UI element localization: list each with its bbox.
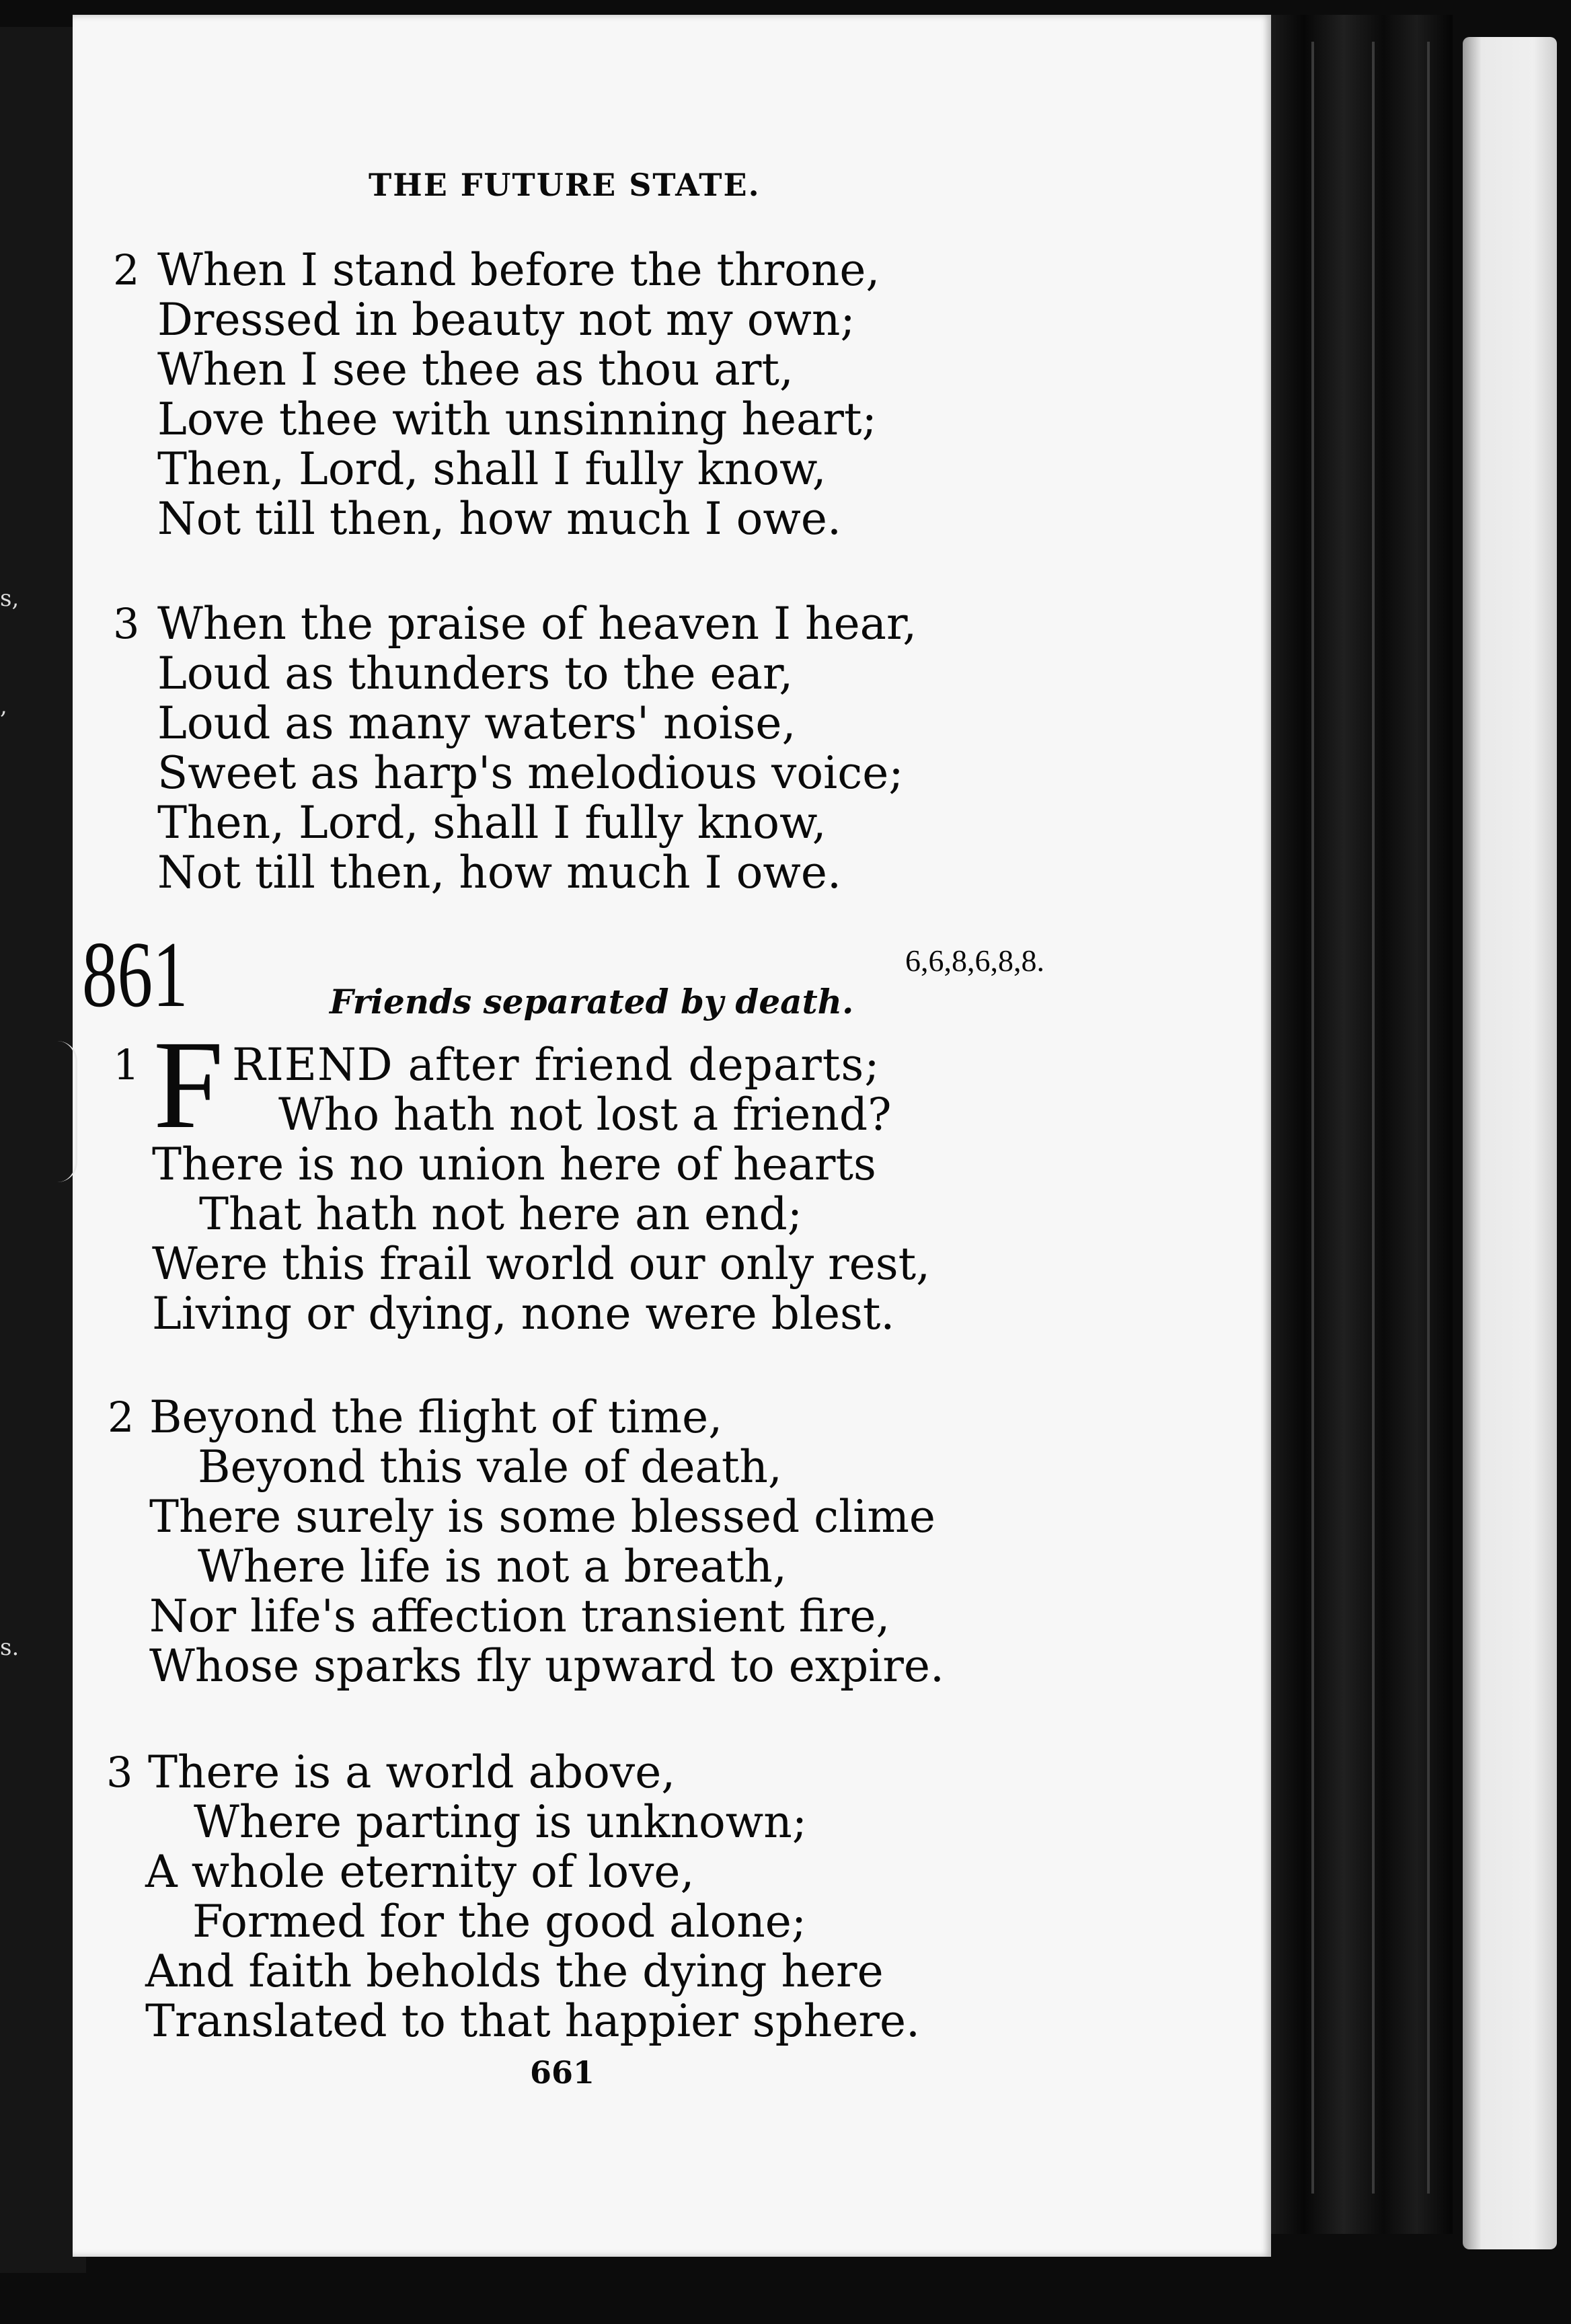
verse-number: 1 xyxy=(113,1040,140,1089)
hymn-title: Friends separated by death. xyxy=(330,982,854,1021)
verse-line: Dressed in beauty not my own; xyxy=(157,294,855,346)
verse-line: Loud as thunders to the ear, xyxy=(157,648,794,699)
verse-line: Whose sparks fly upward to expire. xyxy=(149,1640,944,1692)
margin-fragment: s, xyxy=(0,585,20,612)
verse-number: 2 xyxy=(113,245,140,295)
verse-line: A whole eternity of love, xyxy=(145,1846,695,1898)
verse-line: Loud as many waters' noise, xyxy=(157,697,796,749)
verse-line: And faith beholds the dying here xyxy=(145,1945,884,1997)
verse-line: Translated to that happier sphere. xyxy=(145,1995,921,2047)
verse-line: Not till then, how much I owe. xyxy=(157,847,841,898)
page-number: 661 xyxy=(530,2054,595,2091)
verse-line: Then, Lord, shall I fully know, xyxy=(157,797,827,849)
verse-line: Were this frail world our only rest, xyxy=(152,1238,931,1290)
verse-line: Where parting is unknown; xyxy=(194,1796,807,1848)
running-head: THE FUTURE STATE. xyxy=(369,167,761,203)
margin-fragment: , xyxy=(0,693,7,720)
verse-line: That hath not here an end; xyxy=(199,1188,803,1240)
verse-line: Formed for the good alone; xyxy=(192,1896,807,1947)
verse-line: Beyond the flight of time, xyxy=(149,1391,723,1443)
verse-line: Then, Lord, shall I fully know, xyxy=(157,443,827,495)
verse-line: There is no union here of hearts xyxy=(152,1138,876,1190)
verse-number: 3 xyxy=(106,1748,133,1797)
verse-line: There surely is some blessed clime xyxy=(149,1491,935,1543)
verse-line: There is a world above, xyxy=(148,1746,676,1798)
drop-cap: F xyxy=(153,1014,224,1155)
verse-number: 2 xyxy=(108,1393,135,1442)
verse-line: Beyond this vale of death, xyxy=(198,1441,782,1493)
bracket-mark xyxy=(48,1041,77,1182)
verse-line: Living or dying, none were blest. xyxy=(152,1288,895,1340)
facing-page-edge xyxy=(1463,37,1557,2249)
verse-line: Nor life's affection transient fire, xyxy=(149,1590,890,1642)
book-gutter xyxy=(1271,15,1453,2234)
verse-line: Love thee with unsinning heart; xyxy=(157,393,877,445)
verse-line: When the praise of heaven I hear, xyxy=(157,598,917,650)
hymn-number: 861 xyxy=(82,923,188,1027)
verse-line: When I see thee as thou art, xyxy=(157,344,794,395)
verse-line: Who hath not lost a friend? xyxy=(278,1089,892,1140)
verse-line: Not till then, how much I owe. xyxy=(157,493,841,545)
verse-line: RIEND after friend departs; xyxy=(232,1039,880,1091)
verse-number: 3 xyxy=(113,599,140,648)
hymn-meter: 6,6,8,6,8,8. xyxy=(905,943,1044,978)
verse-line: Where life is not a breath, xyxy=(198,1541,787,1592)
verse-line: Sweet as harp's melodious voice; xyxy=(157,747,904,799)
margin-fragment: s. xyxy=(0,1634,20,1661)
verse-line: When I stand before the throne, xyxy=(157,244,880,296)
